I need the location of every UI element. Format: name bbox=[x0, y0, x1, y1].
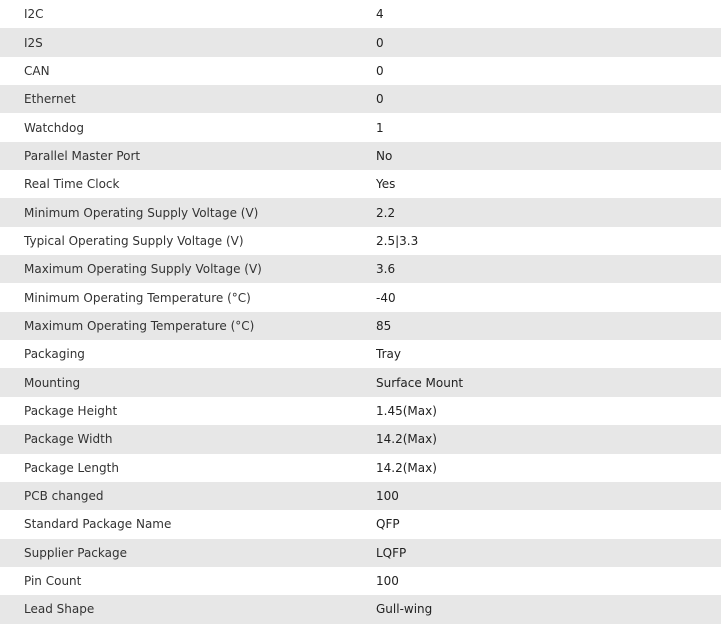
spec-label: Typical Operating Supply Voltage (V) bbox=[0, 227, 376, 255]
spec-label: Package Length bbox=[0, 454, 376, 482]
spec-label: Minimum Operating Temperature (°C) bbox=[0, 283, 376, 311]
spec-value: No bbox=[376, 142, 721, 170]
spec-label: I2S bbox=[0, 28, 376, 56]
spec-row-standard-package-name bbox=[0, 510, 721, 538]
spec-row-max-operating-temperature bbox=[0, 312, 721, 340]
spec-row-ethernet bbox=[0, 85, 721, 113]
spec-row-parallel-master-port bbox=[0, 142, 721, 170]
spec-row-can bbox=[0, 57, 721, 85]
spec-row-i2s bbox=[0, 28, 721, 56]
spec-row-min-supply-voltage bbox=[0, 198, 721, 226]
spec-value: LQFP bbox=[376, 539, 721, 567]
spec-label: Mounting bbox=[0, 368, 376, 396]
spec-row-pcb-changed bbox=[0, 482, 721, 510]
spec-value: 14.2(Max) bbox=[376, 454, 721, 482]
spec-value: 0 bbox=[376, 28, 721, 56]
spec-value: 100 bbox=[376, 482, 721, 510]
spec-label: CAN bbox=[0, 57, 376, 85]
spec-value: Gull-wing bbox=[376, 595, 721, 623]
spec-label: Package Width bbox=[0, 425, 376, 453]
spec-value: 1 bbox=[376, 113, 721, 141]
spec-value: 14.2(Max) bbox=[376, 425, 721, 453]
spec-label: PCB changed bbox=[0, 482, 376, 510]
spec-label: Package Height bbox=[0, 397, 376, 425]
spec-row-package-height bbox=[0, 397, 721, 425]
spec-label: Standard Package Name bbox=[0, 510, 376, 538]
spec-value: 2.5|3.3 bbox=[376, 227, 721, 255]
spec-label: Minimum Operating Supply Voltage (V) bbox=[0, 198, 376, 226]
spec-label: Parallel Master Port bbox=[0, 142, 376, 170]
spec-row-mounting bbox=[0, 368, 721, 396]
spec-label: Pin Count bbox=[0, 567, 376, 595]
spec-value: 85 bbox=[376, 312, 721, 340]
spec-row-i2c bbox=[0, 0, 721, 28]
spec-value: -40 bbox=[376, 283, 721, 311]
spec-value: 100 bbox=[376, 567, 721, 595]
spec-value: 1.45(Max) bbox=[376, 397, 721, 425]
spec-value: 0 bbox=[376, 85, 721, 113]
spec-label: Supplier Package bbox=[0, 539, 376, 567]
spec-label: Packaging bbox=[0, 340, 376, 368]
spec-row-package-length bbox=[0, 454, 721, 482]
spec-value: 4 bbox=[376, 0, 721, 28]
spec-row-pin-count bbox=[0, 567, 721, 595]
spec-row-lead-shape bbox=[0, 595, 721, 623]
spec-value: Surface Mount bbox=[376, 368, 721, 396]
spec-row-real-time-clock bbox=[0, 170, 721, 198]
spec-label: I2C bbox=[0, 0, 376, 28]
spec-value: 2.2 bbox=[376, 198, 721, 226]
spec-row-supplier-package bbox=[0, 539, 721, 567]
spec-label: Maximum Operating Supply Voltage (V) bbox=[0, 255, 376, 283]
spec-label: Watchdog bbox=[0, 113, 376, 141]
spec-value: QFP bbox=[376, 510, 721, 538]
spec-value: Yes bbox=[376, 170, 721, 198]
spec-row-packaging bbox=[0, 340, 721, 368]
spec-label: Real Time Clock bbox=[0, 170, 376, 198]
spec-row-max-supply-voltage bbox=[0, 255, 721, 283]
spec-label: Lead Shape bbox=[0, 595, 376, 623]
spec-row-min-operating-temperature bbox=[0, 283, 721, 311]
spec-value: 0 bbox=[376, 57, 721, 85]
spec-label: Maximum Operating Temperature (°C) bbox=[0, 312, 376, 340]
spec-label: Ethernet bbox=[0, 85, 376, 113]
spec-value: 3.6 bbox=[376, 255, 721, 283]
spec-value: Tray bbox=[376, 340, 721, 368]
spec-row-package-width bbox=[0, 425, 721, 453]
spec-row-watchdog bbox=[0, 113, 721, 141]
spec-row-typical-supply-voltage bbox=[0, 227, 721, 255]
